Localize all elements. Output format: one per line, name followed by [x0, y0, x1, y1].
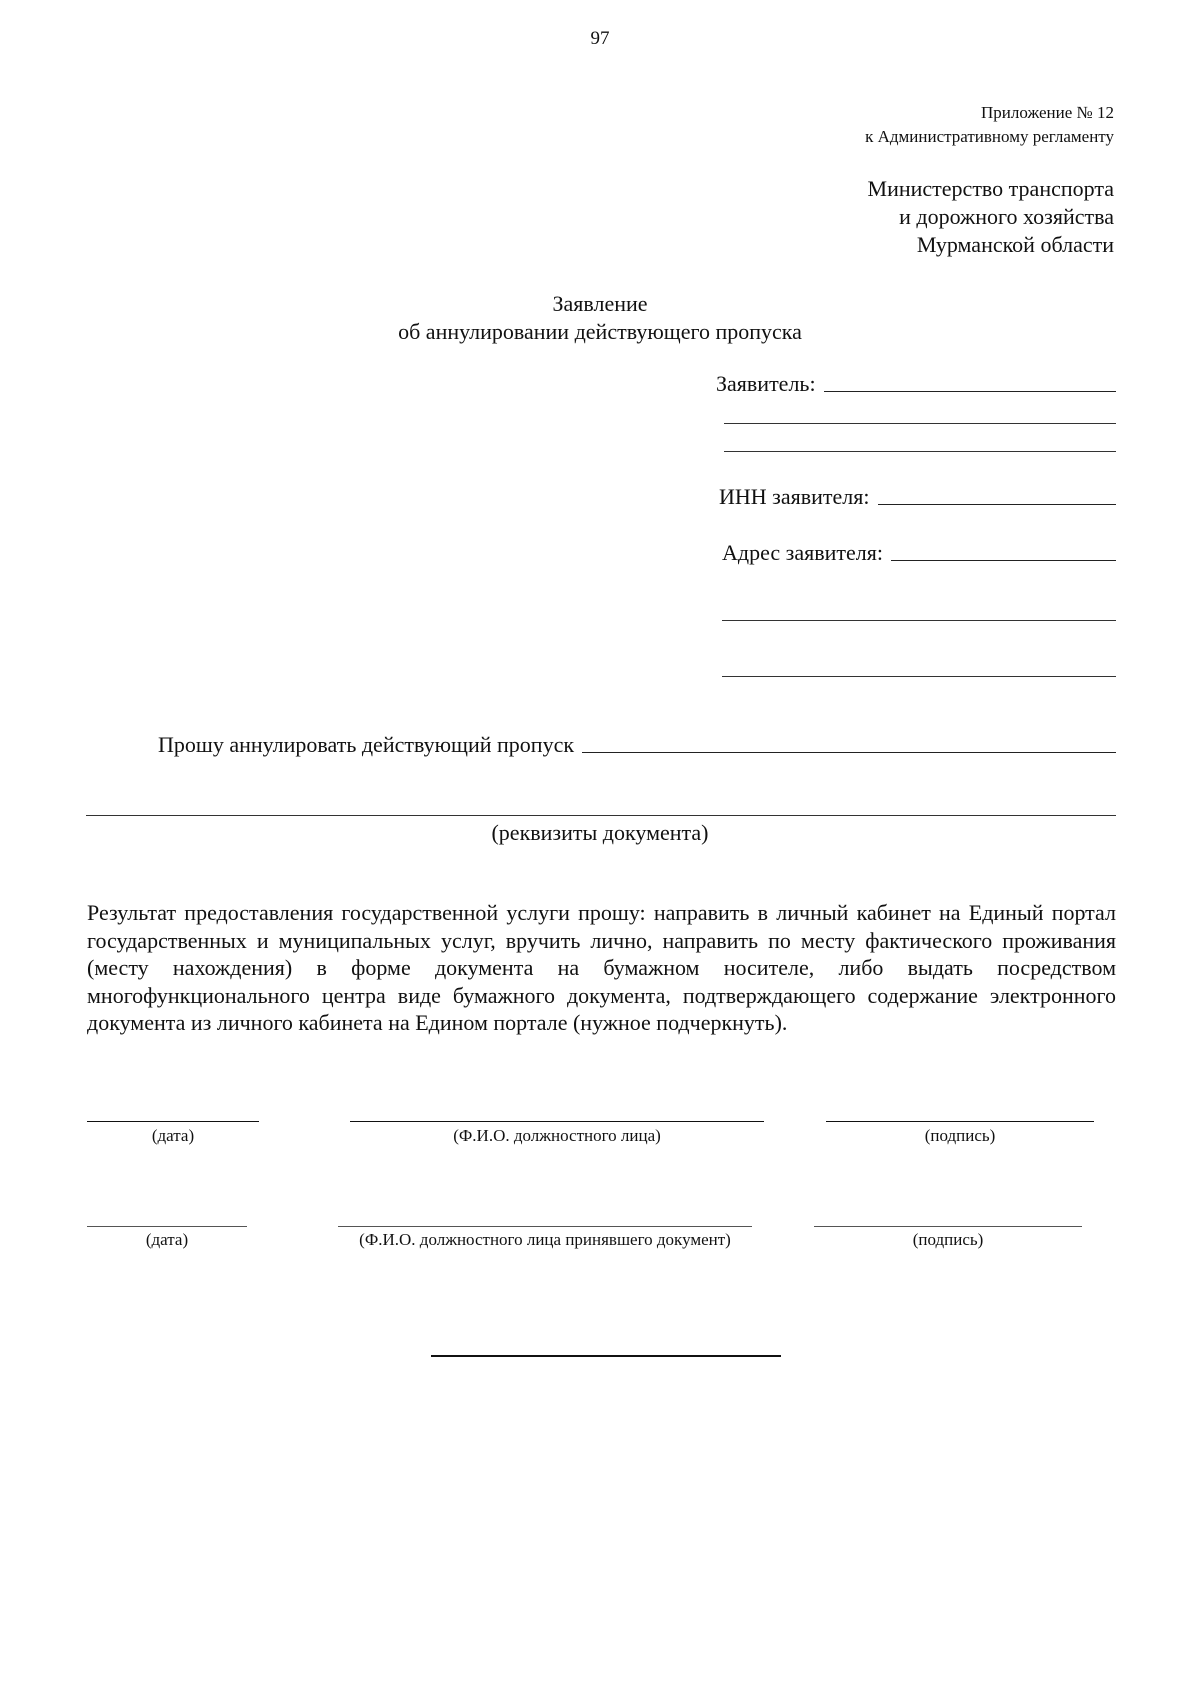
page-number: 97 [590, 28, 610, 49]
title-line-1: Заявление [552, 291, 648, 316]
request-input-line[interactable] [582, 751, 1116, 753]
title-line-2: об аннулировании действующего пропуска [398, 319, 802, 344]
official-name-caption-2: (Ф.И.О. должностного лица принявшего документ) [359, 1230, 731, 1249]
addressee-line-3: Мурманской области [916, 232, 1114, 257]
addressee-block [868, 175, 1114, 259]
applicant-field[interactable] [716, 371, 1116, 397]
address-line-2[interactable] [722, 620, 1116, 621]
signature-caption-1: (подпись) [924, 1126, 996, 1145]
address-line-3[interactable] [722, 676, 1116, 677]
address-input-line[interactable] [891, 559, 1116, 561]
applicant-line-2[interactable] [724, 423, 1116, 424]
official-name-line-1[interactable] [350, 1121, 764, 1122]
date-caption-1: (дата) [151, 1126, 195, 1145]
annex-header [865, 101, 1114, 149]
result-paragraph: Результат предоставления государственной услуги прошу: направить в личный кабинет на Единый портал государственных и муниципальных услуг, вручить лично, направить по месту фактического проживания (месту нахождения) в форме документа на бумажном носителе, либо выдать посредством многофункционального центра виде бумажного документа, подтверждающего содержание электронного документа из личного кабинета на Едином портале (нужное подчеркнуть). [87, 900, 1116, 1035]
applicant-line-3[interactable] [724, 451, 1116, 452]
request-field[interactable] [158, 732, 1116, 758]
document-title [0, 290, 1200, 346]
annex-line-1: Приложение № 12 [981, 103, 1114, 122]
document-details-caption: (реквизиты документа) [491, 820, 709, 845]
signature-line-2[interactable] [814, 1226, 1082, 1227]
applicant-label: Заявитель: [716, 371, 816, 396]
inn-field[interactable] [719, 484, 1116, 510]
applicant-input-line[interactable] [824, 390, 1116, 392]
official-name-line-2[interactable] [338, 1226, 752, 1227]
signature-caption-2: (подпись) [912, 1230, 984, 1249]
address-field[interactable] [722, 540, 1116, 566]
addressee-line-1: Министерство транспорта [867, 176, 1114, 201]
signature-line-1[interactable] [826, 1121, 1094, 1122]
inn-label: ИНН заявителя: [719, 484, 870, 509]
date-line-2[interactable] [87, 1226, 247, 1227]
date-caption-2: (дата) [145, 1230, 189, 1249]
date-line-1[interactable] [87, 1121, 259, 1122]
end-separator-line [431, 1355, 781, 1357]
inn-input-line[interactable] [878, 503, 1117, 505]
official-name-caption-1: (Ф.И.О. должностного лица) [453, 1126, 661, 1145]
address-label: Адрес заявителя: [722, 540, 883, 565]
annex-line-2: к Административному регламенту [865, 127, 1114, 146]
addressee-line-2: и дорожного хозяйства [899, 204, 1114, 229]
document-details-line[interactable] [86, 815, 1116, 816]
request-text: Прошу аннулировать действующий пропуск [158, 732, 575, 757]
